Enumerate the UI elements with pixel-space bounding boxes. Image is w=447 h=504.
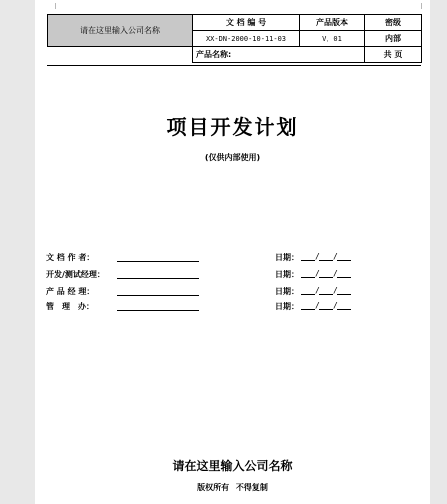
date-label-author: 日期： [275, 253, 299, 262]
doc-number-label: 文 档 编 号 [193, 15, 300, 31]
date-field-author[interactable]: / / [301, 251, 351, 261]
date-label-dev-manager: 日期： [275, 270, 299, 279]
header-rule [47, 65, 421, 66]
total-pages-label: 共 页 [365, 47, 422, 63]
page-corner-mark [49, 3, 56, 9]
signature-line-product-manager[interactable] [117, 295, 199, 296]
signature-line-dev-manager[interactable] [117, 278, 199, 279]
header-table [47, 14, 422, 63]
company-name-placeholder[interactable]: 请在这里输入公司名称 [48, 15, 193, 47]
page-corner-mark [421, 3, 428, 9]
date-label-product-manager: 日期： [275, 287, 299, 296]
signature-label-author: 文 档 作 者： [46, 253, 95, 262]
footer-copyright: 版权所有 不得复制 [197, 483, 268, 492]
product-version-label: 产品版本 [300, 15, 365, 31]
product-name-field[interactable]: 产品名称: [193, 47, 365, 63]
security-level-value[interactable]: 内部 [365, 31, 422, 47]
signature-label-dev-manager: 开发/测试经理： [46, 270, 105, 279]
signature-line-author[interactable] [117, 261, 199, 262]
doc-number-value[interactable]: XX-DN-2000-10-11-03 [193, 31, 300, 47]
security-level-label: 密级 [365, 15, 422, 31]
signature-line-management-office[interactable] [117, 310, 199, 311]
product-version-value[interactable]: V．01 [300, 31, 365, 47]
date-field-management-office[interactable]: / / [301, 300, 351, 310]
document-subtitle: (仅供内部使用) [204, 153, 261, 162]
signature-label-management-office: 管 理 办： [46, 302, 94, 311]
document-page [35, 0, 430, 504]
date-field-dev-manager[interactable]: / / [301, 268, 351, 278]
signature-label-product-manager: 产 品 经 理： [46, 287, 95, 296]
date-label-management-office: 日期： [275, 302, 299, 311]
date-field-product-manager[interactable]: / / [301, 285, 351, 295]
document-title: 项目开发计划 [166, 115, 299, 139]
footer-company-name[interactable]: 请在这里输入公司名称 [172, 459, 293, 473]
